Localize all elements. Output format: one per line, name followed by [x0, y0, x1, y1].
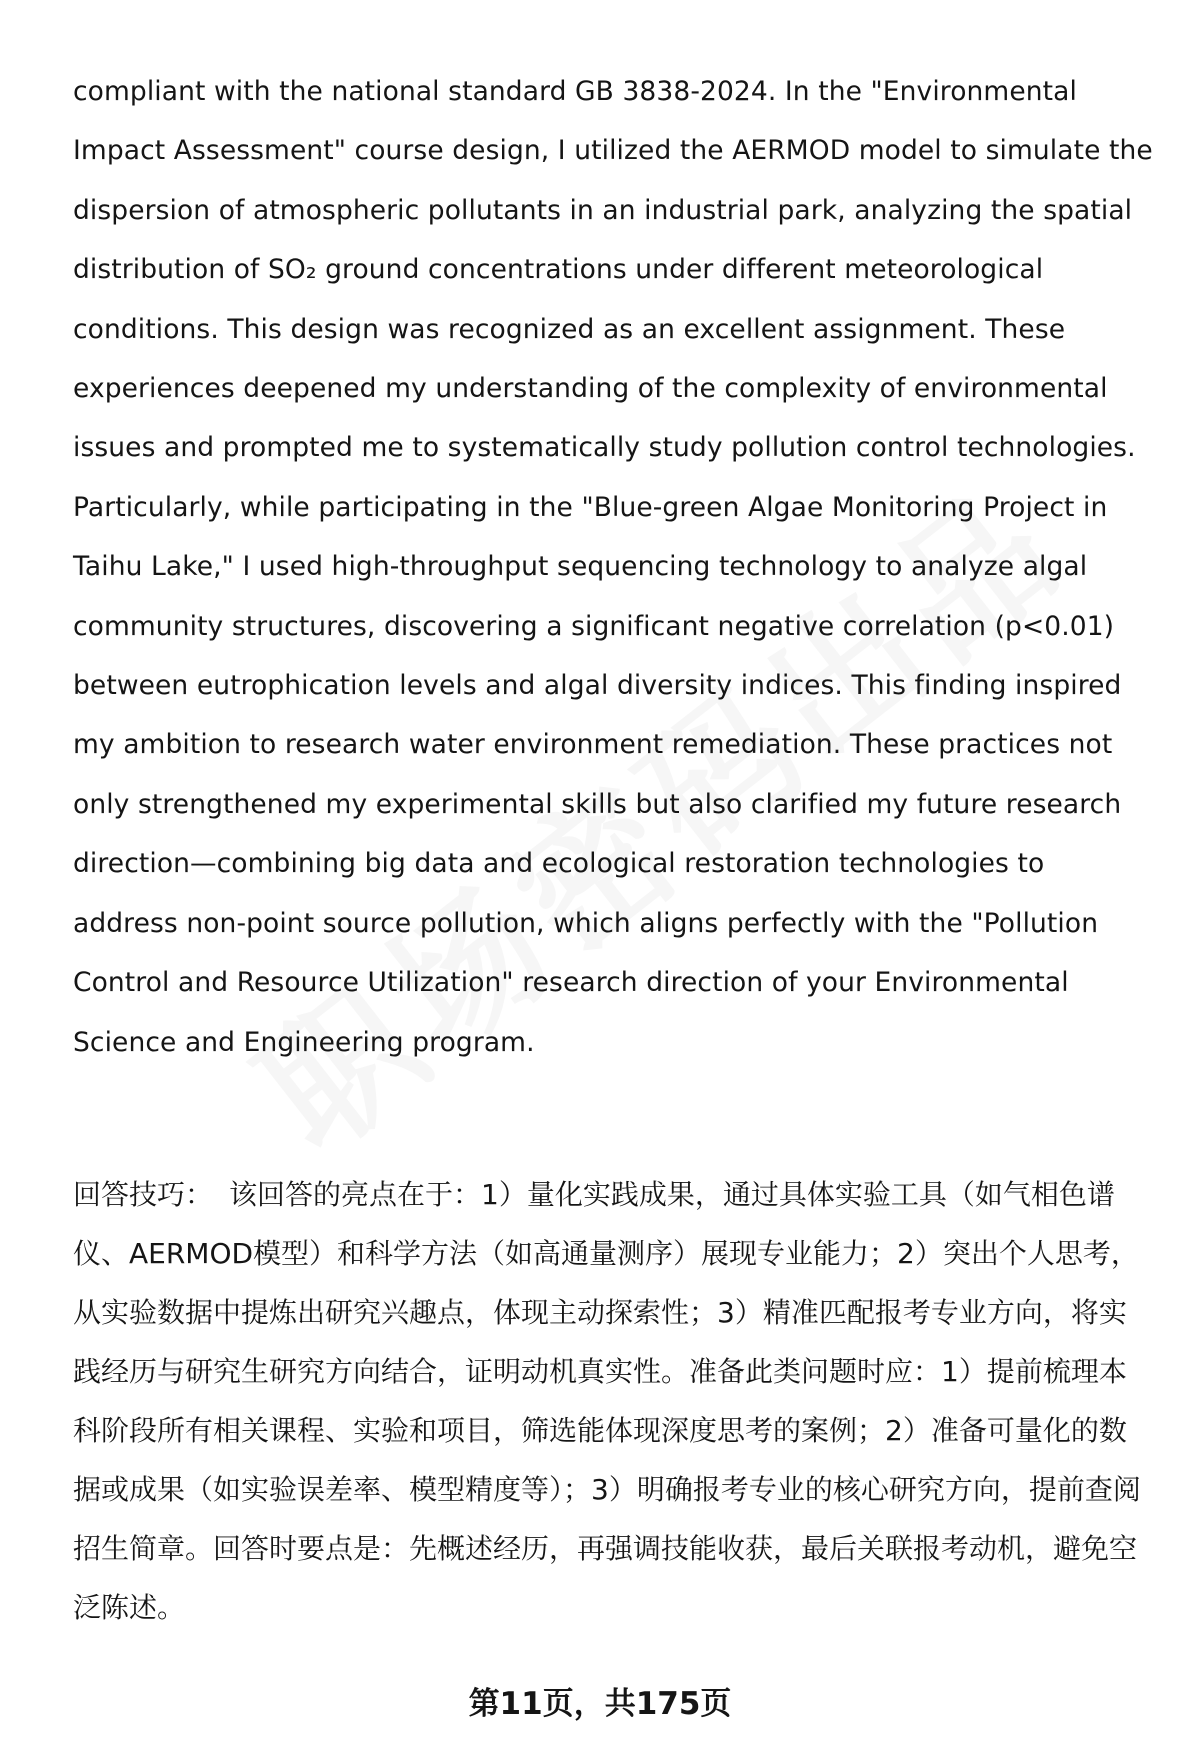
page-number: 第11页，共175页 — [468, 1686, 732, 1722]
body-paragraph: compliant with the national standard GB 3838-2024. In the "Environmental Impact Assessment" course design, I utilized the AERMOD model to simulate the dispersion of atmospheric pollutants in an industrial park, analyzing the spatial distribution of SO₂ ground concentrations under different meteorological conditions. This design was recognized as an excellent assignment. These experiences deepened my understanding of the complexity of environmental issues and prompted me to systematically study pollution control technologies. Particularly, while participating in the "Blue-green Algae Monitoring Project in Taihu Lake," I used high-throughput sequencing technology to analyze algal community structures, discovering a significant negative correlation (p<0.01) between eutrophication levels and algal diversity indices. This finding inspired my ambition to research water environment remediation. These practices not only strengthened my experimental skills but also clarified my future research direction—combining big data and ecological restoration technologies to address non-point source pollution, which aligns perfectly with the "Pollution Control and Resource Utilization" research direction of your Environmental Science and Engineering program. — [73, 76, 1153, 1058]
tips-label: 回答技巧： — [73, 1178, 214, 1211]
tips-text: 该回答的亮点在于：1）量化实践成果，通过具体实验工具（如气相色谱仪、AERMOD模型）和科学方法（如高通量测序）展现专业能力；2）突出个人思考，从实验数据中提炼出研究兴趣点，体现主动探索性；3）精准匹配报考专业方向，将实践经历与研究生研究方向结合，证明动机真实性。准备此类问题时应：1）提前梳理本科阶段所有相关课程、实验和项目，筛选能体现深度思考的案例；2）准备可量化的数据或成果（如实验误差率、模型精度等）；3）明确报考专业的核心研究方向，提前查阅招生简章。回答时要点是：先概述经历，再强调技能收获，最后关联报考动机，避免空泛陈述。 — [73, 1178, 1141, 1624]
answer-tips-paragraph — [73, 1165, 1153, 1637]
